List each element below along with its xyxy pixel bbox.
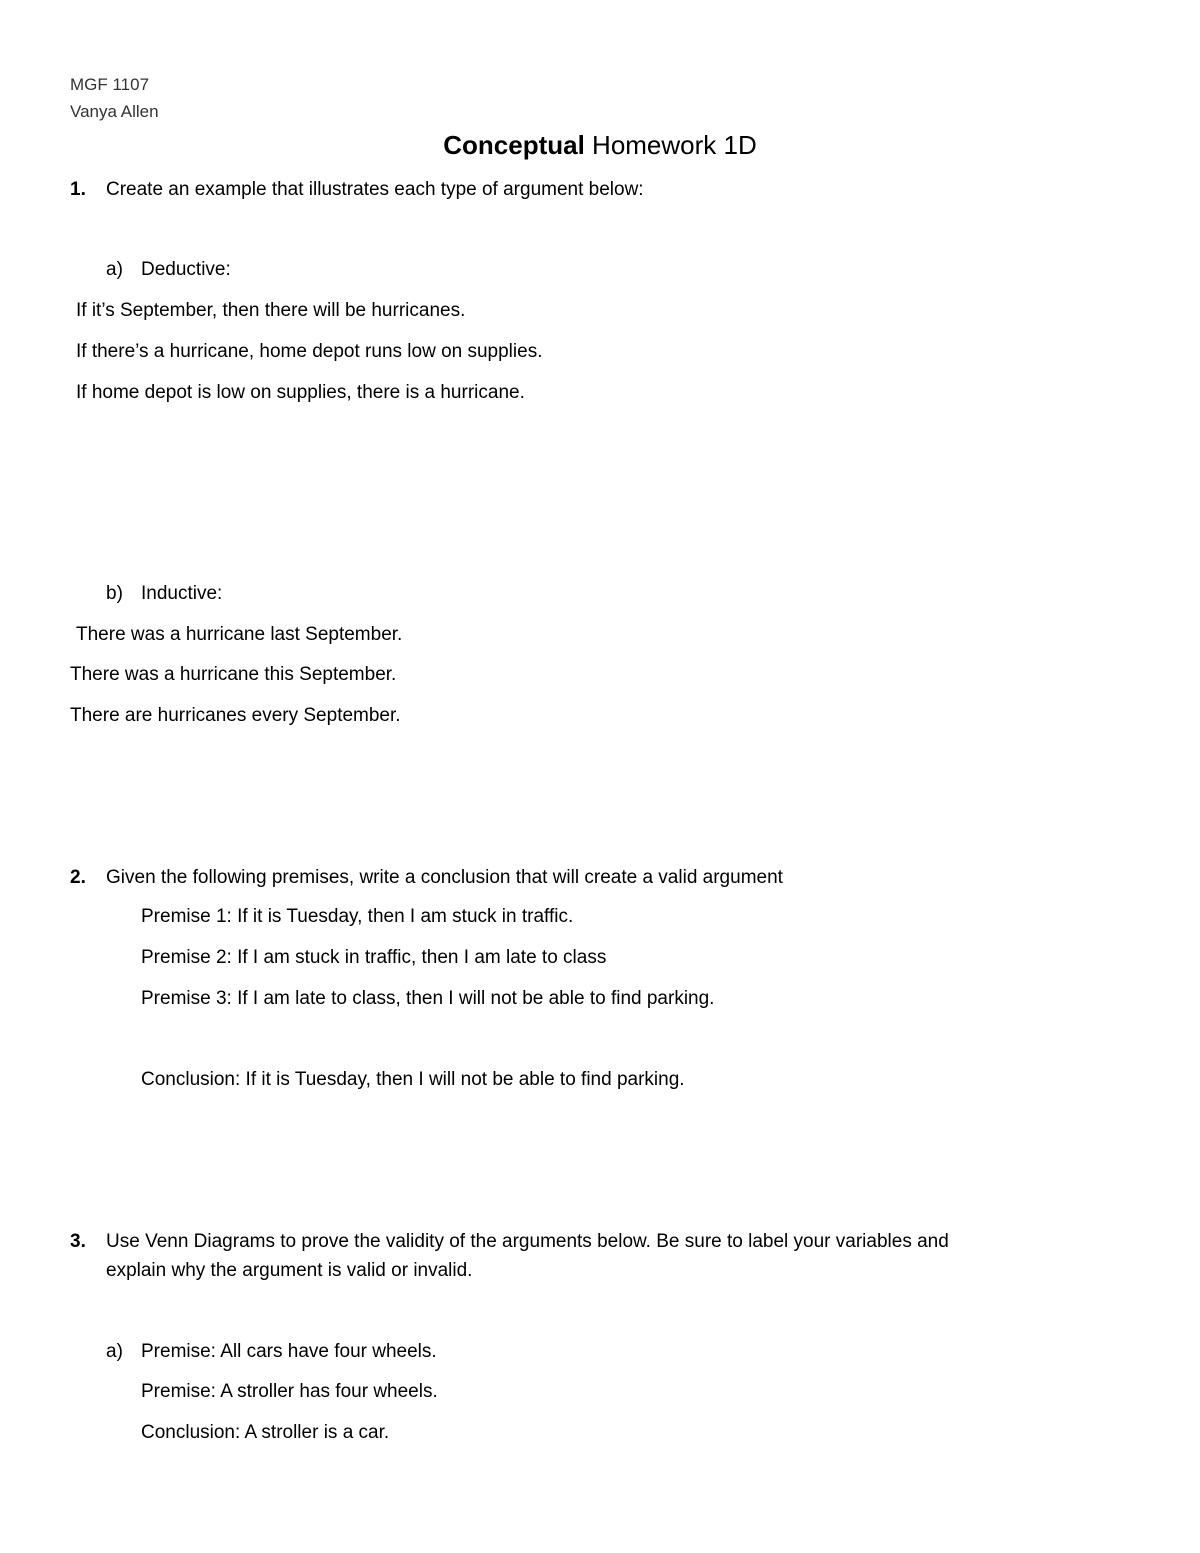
- q1-number: 1.: [70, 179, 86, 200]
- page-title: [0, 128, 1200, 162]
- title-rest: Homework 1D: [584, 130, 757, 160]
- student-name: Vanya Allen: [70, 102, 159, 121]
- q3a-marker: a): [106, 1341, 123, 1362]
- q2-prompt: Given the following premises, write a conclusion that will create a valid argument: [106, 867, 783, 888]
- q1b-marker: b): [106, 583, 123, 604]
- course-code: MGF 1107: [70, 75, 150, 94]
- q2-conclusion: Conclusion: If it is Tuesday, then I will not be able to find parking.: [141, 1069, 685, 1090]
- q2-premise-3: Premise 3: If I am late to class, then I will not be able to find parking.: [141, 988, 715, 1009]
- q3-number: 3.: [70, 1231, 86, 1252]
- title-bold: Conceptual: [443, 130, 585, 160]
- q2-number: 2.: [70, 867, 86, 888]
- q1a-label: Deductive:: [141, 259, 231, 280]
- q2-premise-1: Premise 1: If it is Tuesday, then I am stuck in traffic.: [141, 906, 574, 927]
- q3a-premise-1: Premise: All cars have four wheels.: [141, 1341, 437, 1362]
- q3-prompt-line-1: Use Venn Diagrams to prove the validity of the arguments below. Be sure to label your variables and: [106, 1231, 949, 1252]
- q1b-line-1: There was a hurricane last September.: [76, 624, 403, 645]
- q2-premise-2: Premise 2: If I am stuck in traffic, then I am late to class: [141, 947, 607, 968]
- q1b-line-2: There was a hurricane this September.: [70, 664, 397, 685]
- q1a-line-1: If it’s September, then there will be hurricanes.: [76, 300, 466, 321]
- q1b-line-3: There are hurricanes every September.: [70, 705, 401, 726]
- q3a-premise-2: Premise: A stroller has four wheels.: [141, 1381, 438, 1402]
- q1a-line-2: If there’s a hurricane, home depot runs low on supplies.: [76, 341, 543, 362]
- q1-prompt: Create an example that illustrates each type of argument below:: [106, 179, 644, 200]
- q3a-conclusion: Conclusion: A stroller is a car.: [141, 1422, 390, 1443]
- q3-prompt-line-2: explain why the argument is valid or invalid.: [106, 1260, 473, 1281]
- q1a-marker: a): [106, 259, 123, 280]
- q1b-label: Inductive:: [141, 583, 223, 604]
- q1a-line-3: If home depot is low on supplies, there is a hurricane.: [76, 382, 525, 403]
